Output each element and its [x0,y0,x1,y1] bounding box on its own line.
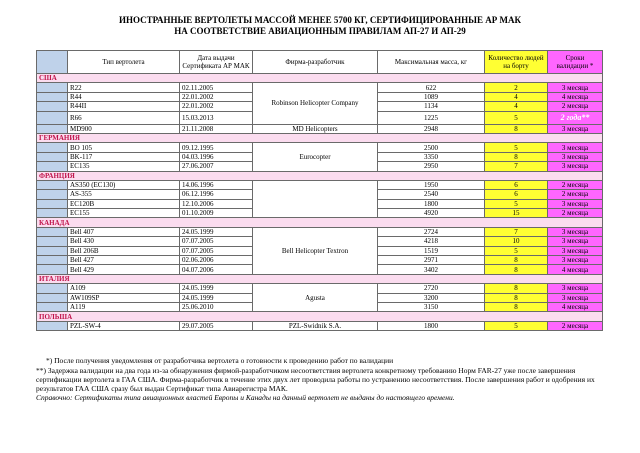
cell-type: R66 [68,111,180,124]
row-marker [37,321,68,330]
cell-type: Bell 407 [68,227,180,236]
cell-term: 2 года** [548,111,603,124]
cell-people: 8 [485,256,548,265]
cell-mass: 2971 [378,256,485,265]
cell-people: 6 [485,180,548,189]
title-line-1: ИНОСТРАННЫЕ ВЕРТОЛЕТЫ МАССОЙ МЕНЕЕ 5700 КГ, СЕРТИФИЦИРОВАННЫЕ АР МАК [118,15,522,25]
cell-mass: 1225 [378,111,485,124]
row-marker [37,83,68,92]
cell-term: 2 месяца [548,190,603,199]
cell-firm [253,180,378,218]
row-marker [37,180,68,189]
country-label: КАНАДА [37,218,603,227]
country-row-italy [37,274,603,283]
cell-date: 21.11.2008 [180,124,253,133]
row-marker [37,199,68,208]
cell-term: 3 месяца [548,162,603,171]
cell-type: EC120B [68,199,180,208]
cell-firm: PZL-Swidnik S.A. [253,321,378,330]
cell-people: 8 [485,152,548,161]
cell-term: 3 месяца [548,256,603,265]
row-marker [37,190,68,199]
cell-date: 27.06.2007 [180,162,253,171]
cell-date: 07.07.2005 [180,237,253,246]
cell-term: 4 месяца [548,92,603,101]
cell-type: MD900 [68,124,180,133]
cell-people: 5 [485,199,548,208]
cell-firm: Bell Helicopter Textron [253,227,378,274]
cell-term: 3 месяца [548,152,603,161]
cell-mass: 2500 [378,143,485,152]
country-row-poland [37,312,603,321]
row-marker [37,237,68,246]
header-blank [37,51,68,74]
cell-mass: 2948 [378,124,485,133]
cell-people: 5 [485,143,548,152]
row-marker [37,302,68,311]
cell-mass: 1800 [378,199,485,208]
country-row-germany [37,133,603,142]
cell-people: 5 [485,246,548,255]
cell-mass: 1519 [378,246,485,255]
cell-term: 3 месяца [548,143,603,152]
cell-people: 8 [485,302,548,311]
cell-mass: 4218 [378,237,485,246]
cell-people: 4 [485,92,548,101]
cell-term: 2 месяца [548,209,603,218]
row-marker [37,246,68,255]
cell-date: 24.05.1999 [180,284,253,293]
cell-date: 24.05.1999 [180,227,253,236]
cell-type: AW109SP [68,293,180,302]
cell-people: 15 [485,209,548,218]
cell-type: Bell 429 [68,265,180,274]
header-firm: Фирма-разработчик [253,51,378,74]
header-date: Дата выдачи Сертификата АР МАК [180,51,253,74]
helicopter-table [36,50,603,331]
cell-term: 3 месяца [548,293,603,302]
cell-type: BK-117 [68,152,180,161]
cell-type: BO 105 [68,143,180,152]
header-mass: Максимальная масса, кг [378,51,485,74]
table-row [37,143,603,152]
country-label: ИТАЛИЯ [37,274,603,283]
cell-people: 8 [485,124,548,133]
cell-mass: 1950 [378,180,485,189]
cell-term: 3 месяца [548,227,603,236]
country-row-usa [37,74,603,83]
cell-date: 02.11.2005 [180,83,253,92]
cell-mass: 1134 [378,102,485,111]
header-type: Тип вертолета [68,51,180,74]
country-row-france [37,171,603,180]
header-people: Количество людей на борту [485,51,548,74]
cell-people: 5 [485,111,548,124]
cell-people: 7 [485,162,548,171]
cell-type: R22 [68,83,180,92]
cell-people: 6 [485,190,548,199]
cell-type: R44II [68,102,180,111]
table-row [37,83,603,92]
cell-term: 2 месяца [548,102,603,111]
row-marker [37,152,68,161]
cell-term: 3 месяца [548,237,603,246]
cell-people: 10 [485,237,548,246]
cell-mass: 4920 [378,209,485,218]
cell-term: 3 месяца [548,246,603,255]
cell-people: 2 [485,83,548,92]
row-marker [37,162,68,171]
title-line-2: НА СООТВЕТСТВИЕ АВИАЦИОННЫМ ПРАВИЛАМ АП-27 И АП-29 [174,26,466,36]
cell-firm: Eurocopter [253,143,378,171]
country-label: ГЕРМАНИЯ [37,133,603,142]
cell-people: 8 [485,284,548,293]
footnote-2: **) Задержка валидации на два года из-за обнаружения фирмой-разработчиком несоответствия вертолета конкретному требованию Норм FAR-27 уже после завершения сертификации вертолета в ГАА США. Фирма-разработчик в течение этих двух лет проводила работы по устранению несоответствия. После завершения работ и одобрения их результатов ГАА США сразу был выдан Сертификат типа Авиарегистра МАК. [36,366,595,393]
cell-people: 8 [485,265,548,274]
reference-note: Справочно: Сертификаты типа авиационных властей Европы и Канады на данный вертолет не выданы до настоящего времени. [36,393,455,402]
cell-date: 07.07.2005 [180,246,253,255]
cell-term: 3 месяца [548,284,603,293]
cell-firm: Robinson Helicopter Company [253,83,378,124]
cell-people: 7 [485,227,548,236]
cell-date: 22.01.2002 [180,102,253,111]
cell-date: 09.12.1995 [180,143,253,152]
table-row [37,180,603,189]
cell-mass: 2720 [378,284,485,293]
row-marker [37,111,68,124]
row-marker [37,265,68,274]
cell-date: 25.06.2010 [180,302,253,311]
cell-term: 4 месяца [548,265,603,274]
row-marker [37,209,68,218]
cell-type: Bell 430 [68,237,180,246]
header-terms: Сроки валидации * [548,51,603,74]
row-marker [37,284,68,293]
table-row [37,321,603,330]
cell-firm: Agusta [253,284,378,312]
cell-date: 04.07.2006 [180,265,253,274]
cell-type: PZL-SW-4 [68,321,180,330]
country-label: ПОЛЬША [37,312,603,321]
cell-date: 29.07.2005 [180,321,253,330]
row-marker [37,102,68,111]
cell-date: 02.06.2006 [180,256,253,265]
cell-type: A109 [68,284,180,293]
cell-date: 01.10.2009 [180,209,253,218]
footnote-1: *) После получения уведомления от разработчика вертолета о готовности к проведению работ по валидации [46,356,394,365]
cell-people: 5 [485,321,548,330]
cell-type: R44 [68,92,180,101]
cell-term: 2 месяца [548,321,603,330]
header-row [37,51,603,74]
cell-mass: 1800 [378,321,485,330]
cell-term: 4 месяца [548,302,603,311]
cell-date: 14.06.1996 [180,180,253,189]
cell-firm: MD Helicopters [253,124,378,133]
cell-term: 3 месяца [548,124,603,133]
cell-term: 3 месяца [548,199,603,208]
row-marker [37,227,68,236]
cell-date: 12.10.2006 [180,199,253,208]
row-marker [37,143,68,152]
cell-date: 04.03.1996 [180,152,253,161]
cell-mass: 3150 [378,302,485,311]
row-marker [37,256,68,265]
cell-mass: 2724 [378,227,485,236]
cell-date: 22.01.2002 [180,92,253,101]
cell-type: EC135 [68,162,180,171]
cell-type: Bell 206B [68,246,180,255]
cell-mass: 2540 [378,190,485,199]
cell-people: 8 [485,293,548,302]
cell-mass: 1089 [378,92,485,101]
cell-date: 06.12.1996 [180,190,253,199]
row-marker [37,92,68,101]
country-label: США [37,74,603,83]
row-marker [37,293,68,302]
table-row [37,124,603,133]
table-row [37,284,603,293]
cell-mass: 3200 [378,293,485,302]
cell-type: A119 [68,302,180,311]
cell-people: 4 [485,102,548,111]
cell-mass: 3402 [378,265,485,274]
cell-mass: 622 [378,83,485,92]
cell-term: 2 месяца [548,180,603,189]
table-row [37,227,603,236]
cell-mass: 3350 [378,152,485,161]
cell-date: 15.03.2013 [180,111,253,124]
cell-term: 3 месяца [548,83,603,92]
country-row-canada [37,218,603,227]
cell-type: Bell 427 [68,256,180,265]
cell-type: AS-355 [68,190,180,199]
cell-type: EC155 [68,209,180,218]
country-label: ФРАНЦИЯ [37,171,603,180]
cell-date: 24.05.1999 [180,293,253,302]
row-marker [37,124,68,133]
cell-type: AS350 (EC130) [68,180,180,189]
cell-mass: 2950 [378,162,485,171]
